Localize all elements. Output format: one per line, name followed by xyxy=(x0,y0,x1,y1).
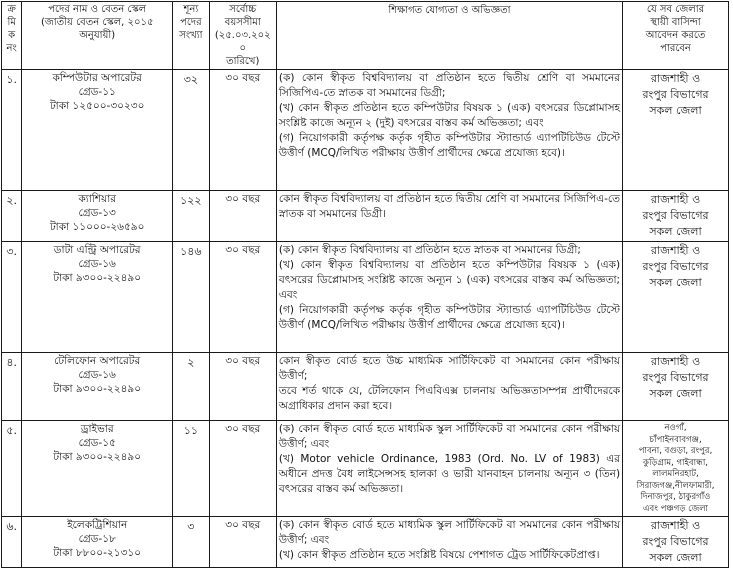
qualification-clause: (গ) নিয়োগকারী কর্তৃপক্ষ কর্তৃক গৃহীত কম্পিউটার স্ট্যান্ডার্ড এ্যাপটিচিউড টেস্টে উত্তীর্ণ (MCQ/লিখিত পরীক্ষায় উত্তীর্ণ প্রার্থীদের ক্ষেত্রে প্রযোজ্য হবে)। xyxy=(278,304,621,331)
header-line: ক্র xyxy=(7,4,16,15)
header-line: ক xyxy=(8,30,16,41)
row-vacancy-count: ৩ xyxy=(173,517,210,568)
header-line: পদের নাম ও বেতন স্কেল xyxy=(48,4,147,15)
header-line: মি xyxy=(7,17,16,28)
district-line: রংপুর বিভাগের xyxy=(642,260,709,273)
row-qualification xyxy=(276,70,622,191)
table-row xyxy=(2,191,729,242)
district-line: রাজশাহী ও xyxy=(650,355,701,368)
row-vacancy-count: ৩২ xyxy=(173,70,210,191)
row-max-age: ৩০ বছর xyxy=(209,353,276,421)
row-qualification xyxy=(276,242,622,353)
row-vacancy-count: ২ xyxy=(173,353,210,421)
district-line: চাঁপাইনবাবগঞ্জ, xyxy=(649,434,702,445)
row-serial: ২. xyxy=(2,191,22,242)
header-line: সংখ্যা xyxy=(179,30,203,41)
row-max-age: ৩০ বছর xyxy=(209,242,276,353)
district-line: পাবনা, বগুড়া, রংপুর, xyxy=(638,446,713,456)
row-serial: ১. xyxy=(2,70,22,191)
qualification-clause: (খ) কোন স্বীকৃত প্রতিষ্ঠান হতে কম্পিউটার বিষয়ক ১ (এক) বৎসরের ডিপ্লোমাসহ সংশ্লিষ্ট কাজে অন্যূন ২ (দুই) বৎসরের বাস্তব কর্ম অভিজ্ঞতা; এবং xyxy=(278,102,621,129)
post-name: কম্পিউটার অপারেটর xyxy=(52,72,142,84)
post-grade: গ্রেড-১৩ xyxy=(78,207,116,219)
table-row xyxy=(2,353,729,421)
post-pay-scale: টাকা ৮৮০০-২১৩১০ xyxy=(53,547,142,559)
header-qualification xyxy=(276,2,622,70)
qualification-clause: (ক) কোন স্বীকৃত বোর্ড হতে মাধ্যমিক স্কুল সার্টিফিকেট বা সমমানের কোন পরীক্ষায় উত্তীর্ণ; এবং xyxy=(278,423,621,450)
header-line: পারবেন xyxy=(660,43,691,54)
post-name: ডাটা এন্ট্রি অপারেটর xyxy=(53,244,141,256)
district-line: রংপুর বিভাগের xyxy=(642,371,709,384)
district-line: রংপুর বিভাগের xyxy=(642,535,709,548)
row-serial: ৫. xyxy=(2,421,22,517)
row-eligible-districts xyxy=(623,70,729,191)
header-line: যে সব জেলার xyxy=(646,4,705,15)
row-eligible-districts xyxy=(623,421,729,517)
row-vacancy-count: ১১ xyxy=(173,421,210,517)
district-line: রাজশাহী ও xyxy=(650,193,701,206)
district-line: নওগাঁ, xyxy=(664,423,687,433)
row-vacancy-count: ১৪৬ xyxy=(173,242,210,353)
district-line: কুড়িগ্রাম, গাইবান্ধা, xyxy=(643,457,708,468)
header-line: পদের xyxy=(180,17,202,28)
district-line: রাজশাহী ও xyxy=(650,72,701,85)
header-line: (জাতীয় বেতন স্কেল, ২০১৫ xyxy=(40,17,154,28)
header-line: নং xyxy=(6,43,17,54)
qualification-clause: (খ) কোন স্বীকৃত প্রতিষ্ঠান হতে সংশ্লিষ্ট বিষয়ে পেশাগত ট্রেড সার্টিফিকেটপ্রাপ্ত। xyxy=(278,549,600,561)
header-vacancy-count xyxy=(173,2,210,70)
header-serial xyxy=(2,2,22,70)
row-qualification xyxy=(276,421,622,517)
row-max-age: ৩০ বছর xyxy=(209,517,276,568)
row-post xyxy=(22,421,173,517)
qualification-clause: (গ) নিয়োগকারী কর্তৃপক্ষ কর্তৃক গৃহীত কম্পিউটার স্ট্যান্ডার্ড এ্যাপটিচিউড টেস্টে উত্তীর্ণ (MCQ/লিখিত পরীক্ষায় উত্তীর্ণ প্রার্থীদের ক্ষেত্রে প্রযোজ্য হবে)। xyxy=(278,132,621,159)
post-name: টেলিফোন অপারেটর xyxy=(54,355,141,367)
qualification-clause: (ক) কোন স্বীকৃত বোর্ড হতে মাধ্যমিক স্কুল সার্টিফিকেট বা সমমানের কোন পরীক্ষায় উত্তীর্ণ; এবং xyxy=(278,519,621,546)
header-line: সর্বোচ্চ xyxy=(229,4,257,15)
row-max-age: ৩০ বছর xyxy=(209,191,276,242)
district-line: রংপুর বিভাগের xyxy=(642,209,709,222)
row-eligible-districts xyxy=(623,517,729,568)
row-serial: ৩. xyxy=(2,242,22,353)
table-row xyxy=(2,517,729,568)
table-row xyxy=(2,421,729,517)
qualification-clause: (খ) Motor vehicle Ordinance, 1983 (Ord. No. LV of 1983) এর অধীনে প্রদত্ত বৈধ লাইসেন্সসহ হালকা ও ভারী যানবাহন চালনায় অন্যূন ৩ (তিন) বৎসরের বাস্তব কর্ম অভিজ্ঞতা। xyxy=(278,453,621,495)
post-pay-scale: টাকা ৯৩০০-২২৪৯০ xyxy=(53,451,142,463)
row-post xyxy=(22,70,173,191)
qualification-clause: (ক) কোন স্বীকৃত বিশ্ববিদ্যালয় বা প্রতিষ্ঠান হতে স্নাতক বা সমমানের ডিগ্রী; xyxy=(278,244,581,256)
header-post-and-pay-scale xyxy=(22,2,173,70)
header-eligible-districts xyxy=(623,2,729,70)
post-pay-scale: টাকা ৯৩০০-২২৪৯০ xyxy=(53,272,142,284)
qualification-clause: কোন স্বীকৃত বোর্ড হতে উচ্চ মাধ্যমিক সার্টিফিকেট বা সমমানের কোন পরীক্ষায় উত্তীর্ণ; xyxy=(278,355,621,382)
header-line: (২৫.০৩.২০২০ xyxy=(214,30,271,54)
row-qualification xyxy=(276,191,622,242)
job-vacancy-table xyxy=(1,1,729,568)
post-pay-scale: টাকা ১১০০০-২৬৫৯০ xyxy=(49,221,145,233)
row-max-age: ৩০ বছর xyxy=(209,421,276,517)
qualification-clause: তবে শর্ত থাকে যে, টেলিফোন পিএবিএক্স চালনায় অভিজ্ঞতাসম্পন্ন প্রার্থীদেরকে অগ্রাধিকার প্রদান করা হবে। xyxy=(278,385,621,412)
post-name: ইলেকট্রিশিয়ান xyxy=(67,519,128,531)
header-line: শিক্ষাগত যোগ্যতা ও অভিজ্ঞতা xyxy=(388,5,511,16)
row-max-age: ৩০ বছর xyxy=(209,70,276,191)
row-serial: ৬. xyxy=(2,517,22,568)
post-grade: গ্রেড-১৫ xyxy=(78,437,116,449)
qualification-clause: কোন স্বীকৃত বিশ্ববিদ্যালয় বা প্রতিষ্ঠান হতে দ্বিতীয় শ্রেণি বা সমমানের সিজিপিএ-তে স্নাতক বা সমমানের ডিগ্রী। xyxy=(278,193,621,220)
qualification-clause: (খ) কোন স্বীকৃত বিশ্ববিদ্যালয় বা প্রতিষ্ঠান হতে কম্পিউটার বিষয়ক ১ (এক) বৎসরের ডিপ্লোমাসহ সংশ্লিষ্ট কাজে অন্যূন ১ (এক) বৎসরের বাস্তব কর্ম অভিজ্ঞতা; এবং xyxy=(278,259,621,301)
row-qualification xyxy=(276,353,622,421)
row-eligible-districts xyxy=(623,353,729,421)
district-line: রাজশাহী ও xyxy=(650,244,701,257)
row-post xyxy=(22,242,173,353)
row-vacancy-count: ১২২ xyxy=(173,191,210,242)
post-pay-scale: টাকা ৯৩০০-২২৪৯০ xyxy=(53,383,142,395)
row-eligible-districts xyxy=(623,191,729,242)
district-line: দিনাজপুর, ঠাকুরগাঁও xyxy=(640,492,711,502)
header-max-age xyxy=(209,2,276,70)
district-line: সিরাজগঞ্জ,নীলফামারী, xyxy=(636,480,715,491)
district-line: সকল জেলা xyxy=(649,225,702,238)
post-grade: গ্রেড-১৮ xyxy=(78,533,116,545)
row-post xyxy=(22,191,173,242)
header-line: বয়সসীমা xyxy=(224,17,261,28)
district-line: রংপুর বিভাগের xyxy=(642,88,709,101)
district-line: সকল জেলা xyxy=(649,387,702,400)
district-line: সকল জেলা xyxy=(649,104,702,117)
post-name: ড্রাইভার xyxy=(80,423,114,435)
row-post xyxy=(22,353,173,421)
qualification-clause: (ক) কোন স্বীকৃত বিশ্ববিদ্যালয় বা প্রতিষ্ঠান হতে দ্বিতীয় শ্রেণি বা সমমানের সিজিপিএ-তে স্নাতক বা সমমানের ডিগ্রী; xyxy=(278,72,621,99)
header-line: স্থায়ী বাসিন্দা xyxy=(650,17,701,28)
row-qualification xyxy=(276,517,622,568)
district-line: রাজশাহী ও xyxy=(650,519,701,532)
row-post xyxy=(22,517,173,568)
post-grade: গ্রেড-১৬ xyxy=(78,369,116,381)
header-line: তারিখে) xyxy=(226,56,260,67)
district-line: এবং পঞ্চগড় জেলা xyxy=(643,503,708,514)
header-line: শূন্য xyxy=(183,4,199,15)
table-row xyxy=(2,242,729,353)
header-line: অনুযায়ী) xyxy=(79,30,116,41)
post-grade: গ্রেড-১১ xyxy=(78,86,116,98)
row-serial: ৪. xyxy=(2,353,22,421)
row-eligible-districts xyxy=(623,242,729,353)
post-pay-scale: টাকা ১২৫০০-৩০২৩০ xyxy=(49,100,145,112)
post-grade: গ্রেড-১৬ xyxy=(78,258,116,270)
post-name: ক্যাশিয়ার xyxy=(78,193,117,205)
header-line: আবেদন করতে xyxy=(645,30,706,41)
district-line: লালমনিরহাট, xyxy=(652,469,699,479)
district-line: সকল জেলা xyxy=(649,276,702,289)
table-row xyxy=(2,70,729,191)
district-line: সকল জেলা xyxy=(649,551,702,564)
table-header-row xyxy=(2,2,729,70)
